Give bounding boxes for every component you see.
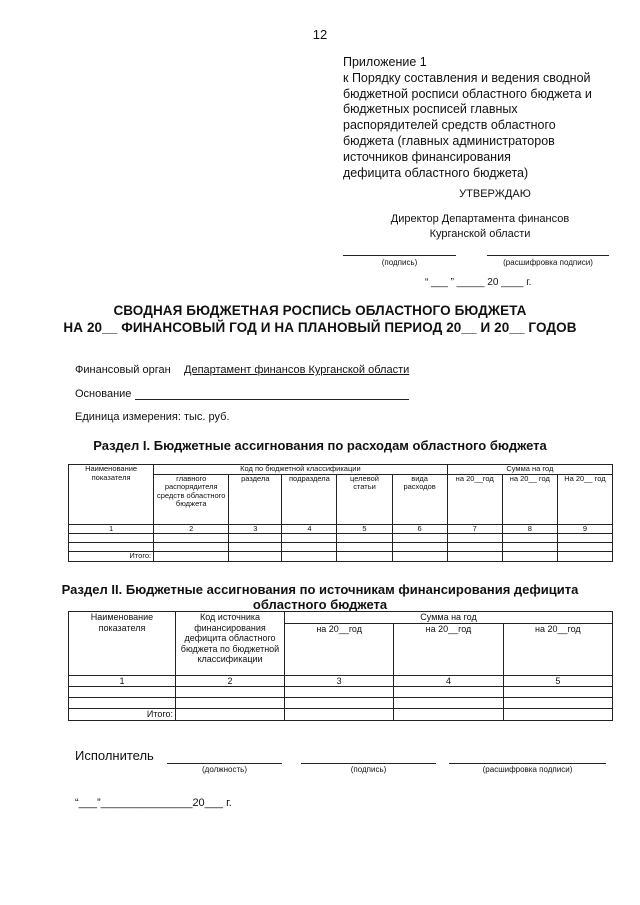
document-title-line1: СВОДНАЯ БЮДЖЕТНАЯ РОСПИСЬ ОБЛАСТНОГО БЮДЖЕТА bbox=[113, 303, 527, 318]
approve-label: УТВЕРЖДАЮ bbox=[459, 188, 531, 200]
document-title bbox=[0, 302, 640, 336]
section1-col-name: Наименование показателя bbox=[69, 465, 154, 525]
section2-col-number: 5 bbox=[503, 675, 612, 687]
section1-group-sum: Сумма на год bbox=[447, 465, 612, 475]
section1-col-code: целевой статьи bbox=[337, 474, 392, 524]
director-line: Директор Департамента финансов bbox=[390, 213, 570, 225]
section1-col-sum: на 20__год bbox=[447, 474, 502, 524]
appendix-title: Приложение 1 bbox=[343, 55, 427, 69]
unit-label: Единица измерения: тыс. руб. bbox=[75, 411, 230, 423]
table-row bbox=[69, 687, 613, 698]
section2-col-name: Наименование показателя bbox=[69, 612, 176, 676]
section1-col-number: 2 bbox=[154, 524, 229, 534]
appendix-block bbox=[343, 55, 633, 181]
section2-col-sum: на 20__год bbox=[394, 623, 503, 675]
table-row bbox=[69, 698, 613, 709]
executor-decode-caption: (расшифровка подписи) bbox=[482, 765, 573, 774]
executor-date: “___”_______________20___ г. bbox=[75, 797, 232, 809]
approval-signature-line bbox=[343, 255, 456, 256]
finance-organ-value: Департамент финансов Курганской области bbox=[184, 364, 410, 376]
section1-group-code: Код по бюджетной классификации bbox=[154, 465, 448, 475]
document-title-line2: НА 20__ ФИНАНСОВЫЙ ГОД И НА ПЛАНОВЫЙ ПЕРИОД 20__ И 20__ ГОДОВ bbox=[63, 320, 577, 335]
section1-col-number: 9 bbox=[557, 524, 612, 534]
approval-decode-line bbox=[487, 255, 609, 256]
section1-col-code: раздела bbox=[229, 474, 282, 524]
section1-col-number: 5 bbox=[337, 524, 392, 534]
appendix-line: распорядителей средств областного bbox=[343, 118, 556, 133]
section1-col-sum: На 20__ год bbox=[557, 474, 612, 524]
approval-decode-caption: (расшифровка подписи) bbox=[503, 258, 593, 267]
basis-line bbox=[135, 399, 409, 400]
appendix-line: бюджетной росписи областного бюджета и bbox=[343, 86, 592, 101]
section1-title: Раздел I. Бюджетные ассигнования по расходам областного бюджета bbox=[93, 438, 547, 453]
section2-title-line1: Раздел II. Бюджетные ассигнования по источникам финансирования дефицита bbox=[61, 582, 579, 597]
section1-col-number: 4 bbox=[282, 524, 337, 534]
director-position bbox=[370, 212, 590, 242]
executor-label: Исполнитель bbox=[75, 748, 154, 763]
section2-col-sum: на 20__год bbox=[285, 623, 394, 675]
executor-decode-line bbox=[449, 763, 606, 764]
director-line: Курганской области bbox=[429, 228, 531, 240]
section2-col-number: 4 bbox=[394, 675, 503, 687]
section2-col-code: Код источника финансирования дефицита областного бюджета по бюджетной классификации bbox=[176, 612, 285, 676]
page-number: 12 bbox=[312, 27, 328, 42]
section2-col-number: 3 bbox=[285, 675, 394, 687]
section2-table bbox=[68, 611, 613, 721]
appendix-line: дефицита областного бюджета) bbox=[343, 165, 529, 180]
section2-title-line2: областного бюджета bbox=[252, 597, 388, 612]
section1-total-label: Итого: bbox=[69, 552, 154, 562]
finance-organ-label: Финансовый орган bbox=[75, 364, 171, 376]
executor-signature-line bbox=[301, 763, 436, 764]
section1-table bbox=[68, 464, 613, 562]
executor-signature-caption: (подпись) bbox=[350, 765, 387, 774]
section1-col-number: 1 bbox=[69, 524, 154, 534]
section1-col-code: подраздела bbox=[282, 474, 337, 524]
table-row bbox=[69, 534, 613, 543]
section1-col-number: 7 bbox=[447, 524, 502, 534]
section2-col-sum: на 20__год bbox=[503, 623, 612, 675]
section2-col-number: 2 bbox=[176, 675, 285, 687]
appendix-line: бюджетных росписей главных bbox=[343, 102, 518, 117]
section1-col-number: 8 bbox=[502, 524, 557, 534]
executor-position-line bbox=[167, 763, 282, 764]
approval-date: “ ___ ” _____ 20 ____ г. bbox=[425, 277, 532, 288]
section2-total-label: Итого: bbox=[69, 709, 176, 721]
section2-title bbox=[0, 582, 640, 612]
appendix-line: к Порядку составления и ведения сводной bbox=[343, 70, 591, 85]
section1-col-code: главного распорядителя средств областного бюджета bbox=[154, 474, 229, 524]
approval-signature-caption: (подпись) bbox=[381, 258, 418, 267]
section1-col-number: 3 bbox=[229, 524, 282, 534]
section1-col-number: 6 bbox=[392, 524, 447, 534]
section1-col-code: вида расходов bbox=[392, 474, 447, 524]
section1-col-sum: на 20__ год bbox=[502, 474, 557, 524]
section2-group-sum: Сумма на год bbox=[285, 612, 613, 624]
appendix-line: источников финансирования bbox=[343, 149, 511, 164]
executor-position-caption: (должность) bbox=[202, 765, 247, 774]
appendix-line: бюджета (главных администраторов bbox=[343, 133, 555, 148]
section2-col-number: 1 bbox=[69, 675, 176, 687]
basis-label: Основание bbox=[75, 388, 132, 400]
